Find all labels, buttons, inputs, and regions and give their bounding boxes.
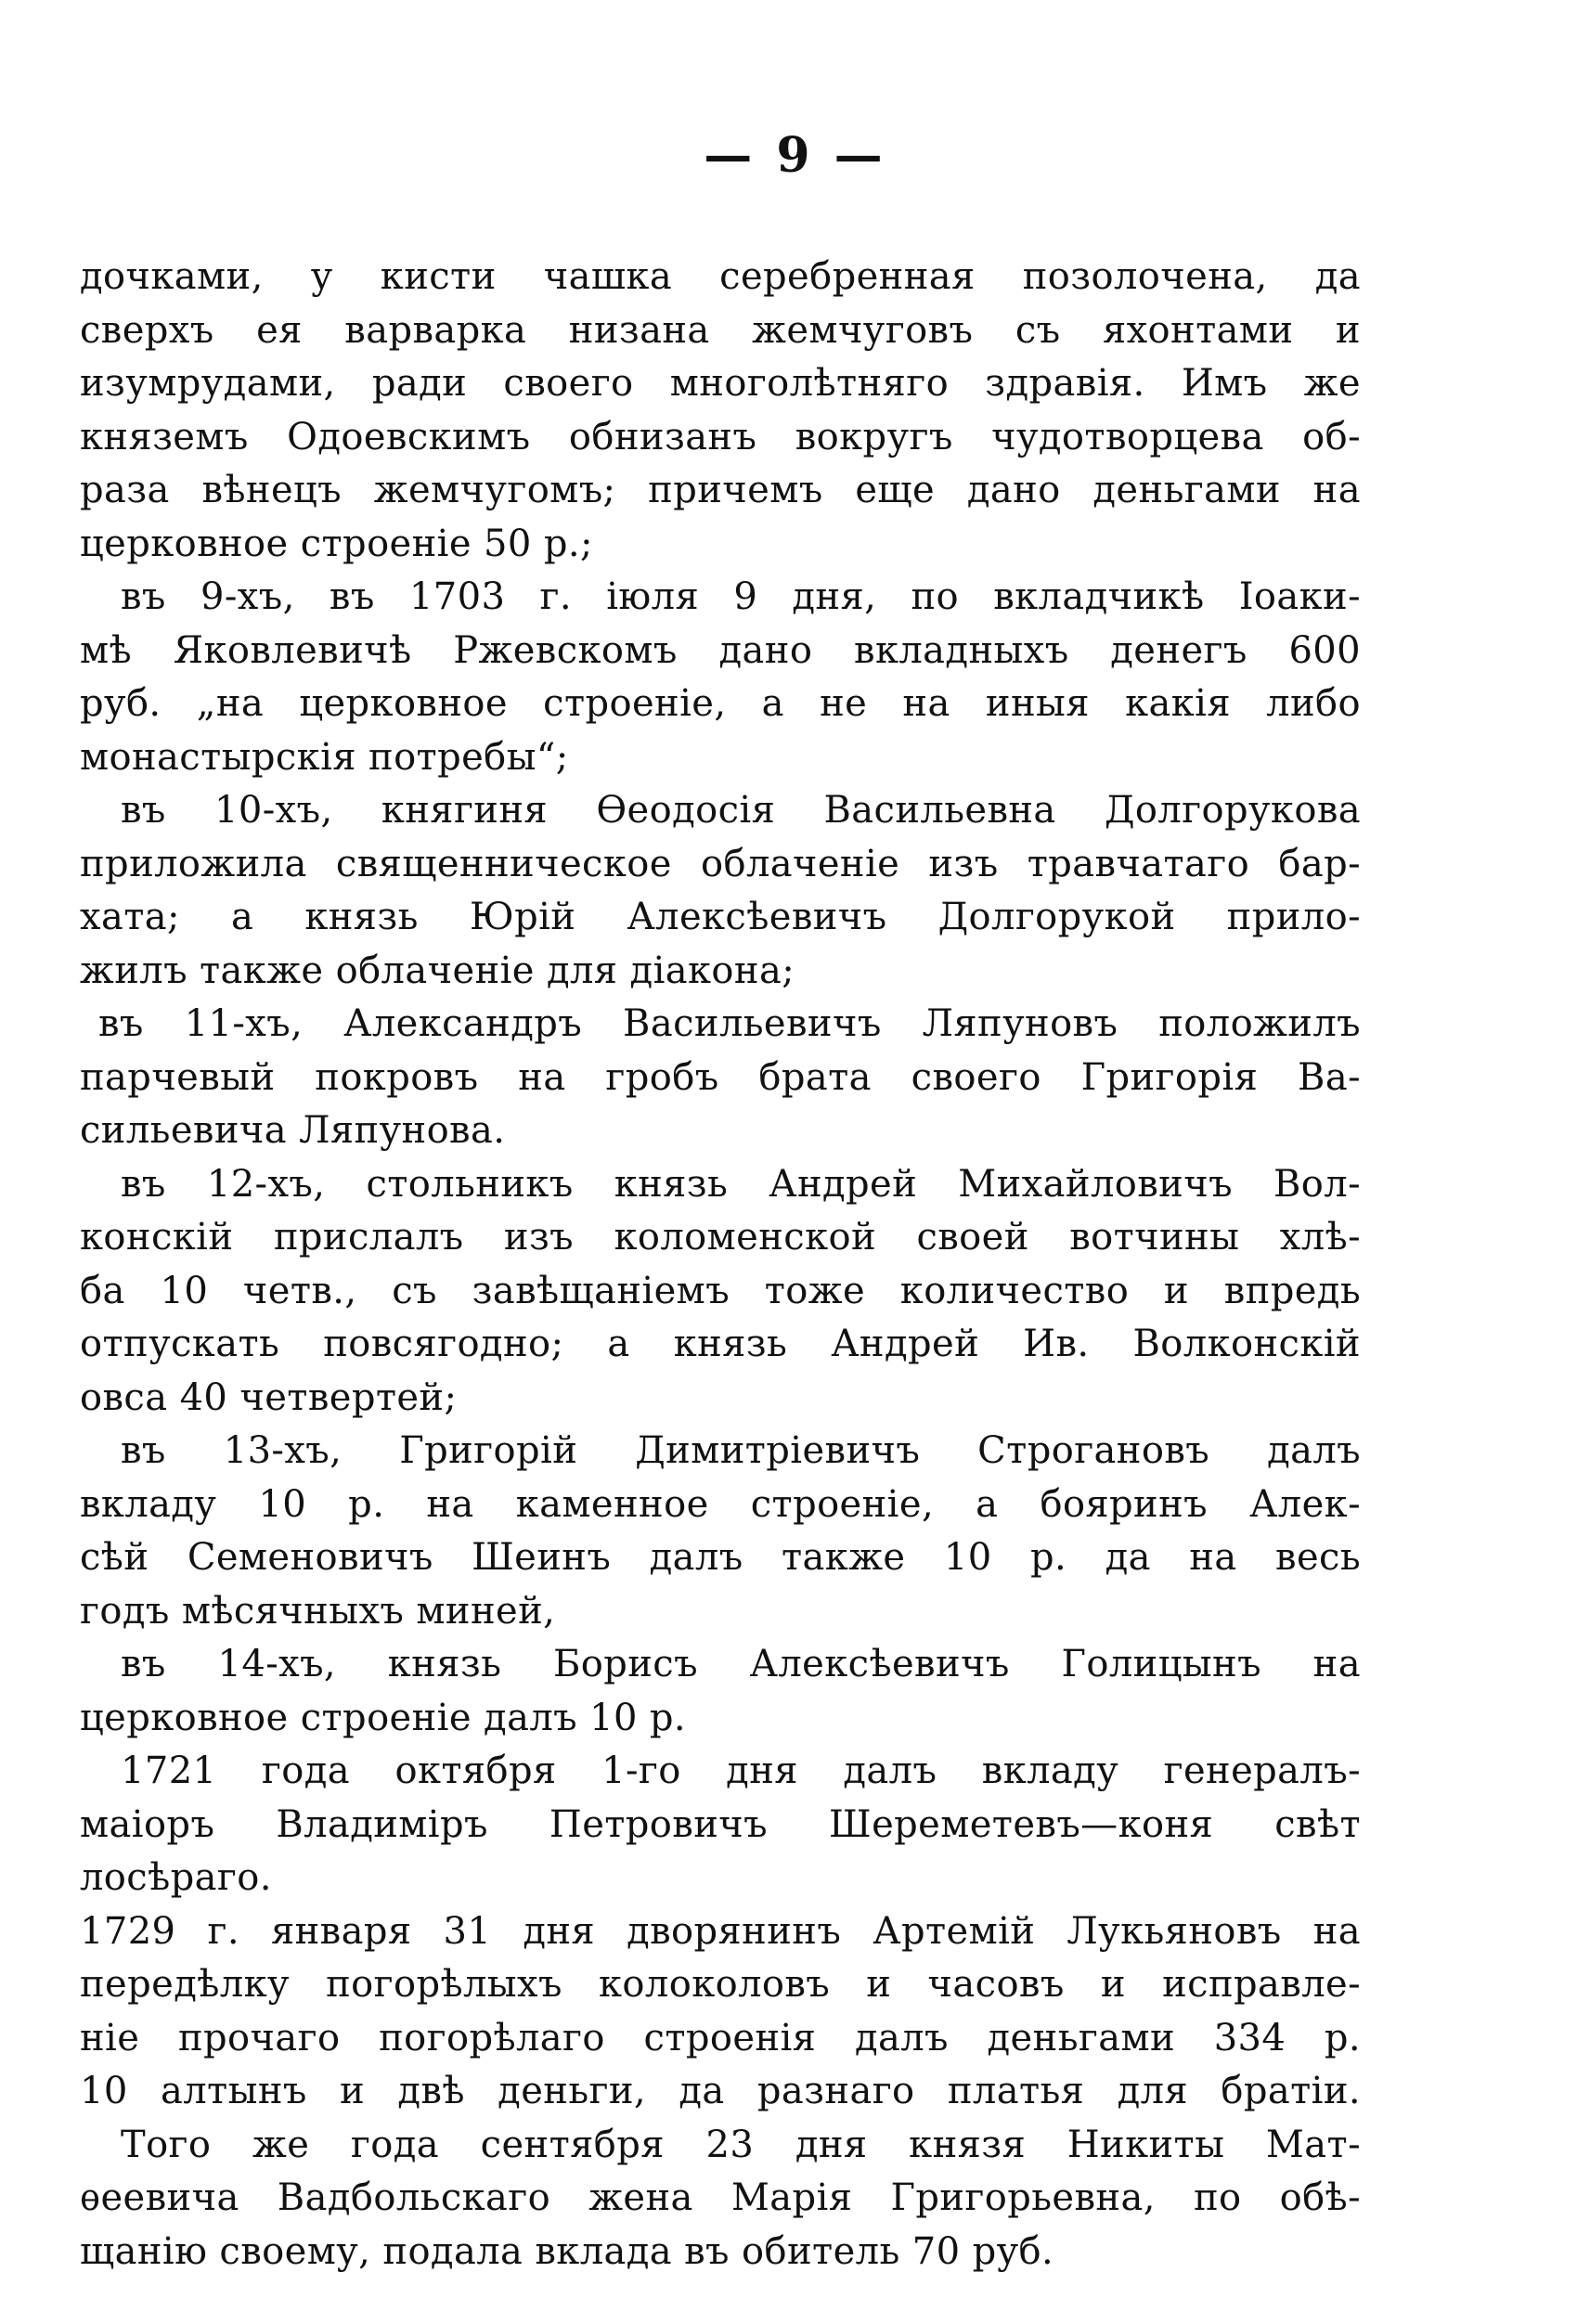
text-line: въ 13-хъ, Григорій Димитріевичъ Строгановъ далъ — [121, 1429, 1361, 1472]
text-line: 10 алтынъ и двѣ деньги, да разнаго платья для братіи. — [80, 2070, 1361, 2112]
text-line: изумрудами, ради своего многолѣтняго здравія. Имъ же — [80, 362, 1361, 405]
text-line: сѣй Семеновичъ Шеинъ далъ также 10 р. да на весь — [80, 1536, 1361, 1579]
text-line: въ 11-хъ, Александръ Васильевичъ Ляпуновъ положилъ — [98, 1002, 1361, 1045]
text-line: церковное строеніе 50 р.; — [80, 522, 593, 565]
text-line: жилъ также облаченіе для діакона; — [80, 949, 795, 992]
text-line: годъ мѣсячныхъ миней, — [80, 1589, 556, 1633]
text-line: отпускать повсягодно; а князь Андрей Ив. Волконскій — [80, 1323, 1361, 1365]
text-line: щанію своему, подала вклада въ обитель 70 руб. — [80, 2229, 1054, 2273]
text-line: монастырскія потребы“; — [80, 735, 569, 779]
text-line: вкладу 10 р. на каменное строеніе, а бояринъ Алек- — [80, 1482, 1361, 1526]
text-line: хата; а князь Юрій Алексѣевичъ Долгорукой прило- — [80, 896, 1361, 938]
text-line: мѣ Яковлевичѣ Ржевскомъ дано вкладныхъ денегъ 600 — [80, 628, 1361, 672]
text-line: княземъ Одоевскимъ обнизанъ вокругъ чудотворцева об- — [80, 415, 1361, 458]
text-line: въ 9-хъ, въ 1703 г. іюля 9 дня, по вкладчикѣ Іоаки- — [121, 575, 1361, 618]
text-line: конскій прислалъ изъ коломенской своей вотчины хлѣ- — [80, 1216, 1361, 1259]
text-line: 1729 г. января 31 дня дворянинъ Артемій Лукьяновъ на — [80, 1909, 1361, 1953]
text-line: въ 12-хъ, стольникъ князь Андрей Михайловичъ Вол- — [121, 1162, 1361, 1206]
text-line: лосѣраго. — [80, 1856, 272, 1899]
text-line: маіоръ Владиміръ Петровичъ Шереметевъ—коня свѣт — [80, 1802, 1361, 1846]
page-number: — 9 — — [704, 127, 886, 184]
text-line: овса 40 четвертей; — [80, 1375, 458, 1419]
body-text — [80, 251, 1361, 2279]
text-line: Того же года сентября 23 дня князя Никиты Мат- — [121, 2123, 1361, 2166]
text-line: 1721 года октября 1-го дня далъ вкладу генералъ- — [121, 1749, 1361, 1792]
text-line: передѣлку погорѣлыхъ колоколовъ и часовъ и исправле- — [80, 1963, 1361, 2006]
text-line: ба 10 четв., съ завѣщаніемъ тоже количество и впредь — [80, 1269, 1361, 1312]
text-line: ѳеевича Вадбольскаго жена Марія Григорьевна, по обѣ- — [80, 2176, 1361, 2219]
text-line: приложила священническое облаченіе изъ травчатаго бар- — [80, 842, 1361, 885]
text-line: въ 10-хъ, княгиня Ѳеодосія Васильевна Долгорукова — [121, 789, 1361, 832]
text-line: парчевый покровъ на гробъ брата своего Григорія Ва- — [80, 1055, 1361, 1099]
text-line: дочками, у кисти чашка серебренная позолочена, да — [80, 255, 1361, 298]
text-line: въ 14-хъ, князь Борисъ Алексѣевичъ Голицынъ на — [121, 1643, 1361, 1685]
text-line: ніе прочаго погорѣлаго строенія далъ деньгами 334 р. — [80, 2016, 1361, 2059]
text-line: церковное строеніе далъ 10 р. — [80, 1696, 687, 1739]
text-line: сверхъ ея варварка низана жемчуговъ съ яхонтами и — [80, 308, 1361, 352]
text-line: руб. „на церковное строеніе, а не на иныя какія либо — [80, 682, 1361, 725]
text-line: сильевича Ляпунова. — [80, 1109, 506, 1152]
text-line: раза вѣнецъ жемчугомъ; причемъ еще дано деньгами на — [80, 469, 1361, 511]
